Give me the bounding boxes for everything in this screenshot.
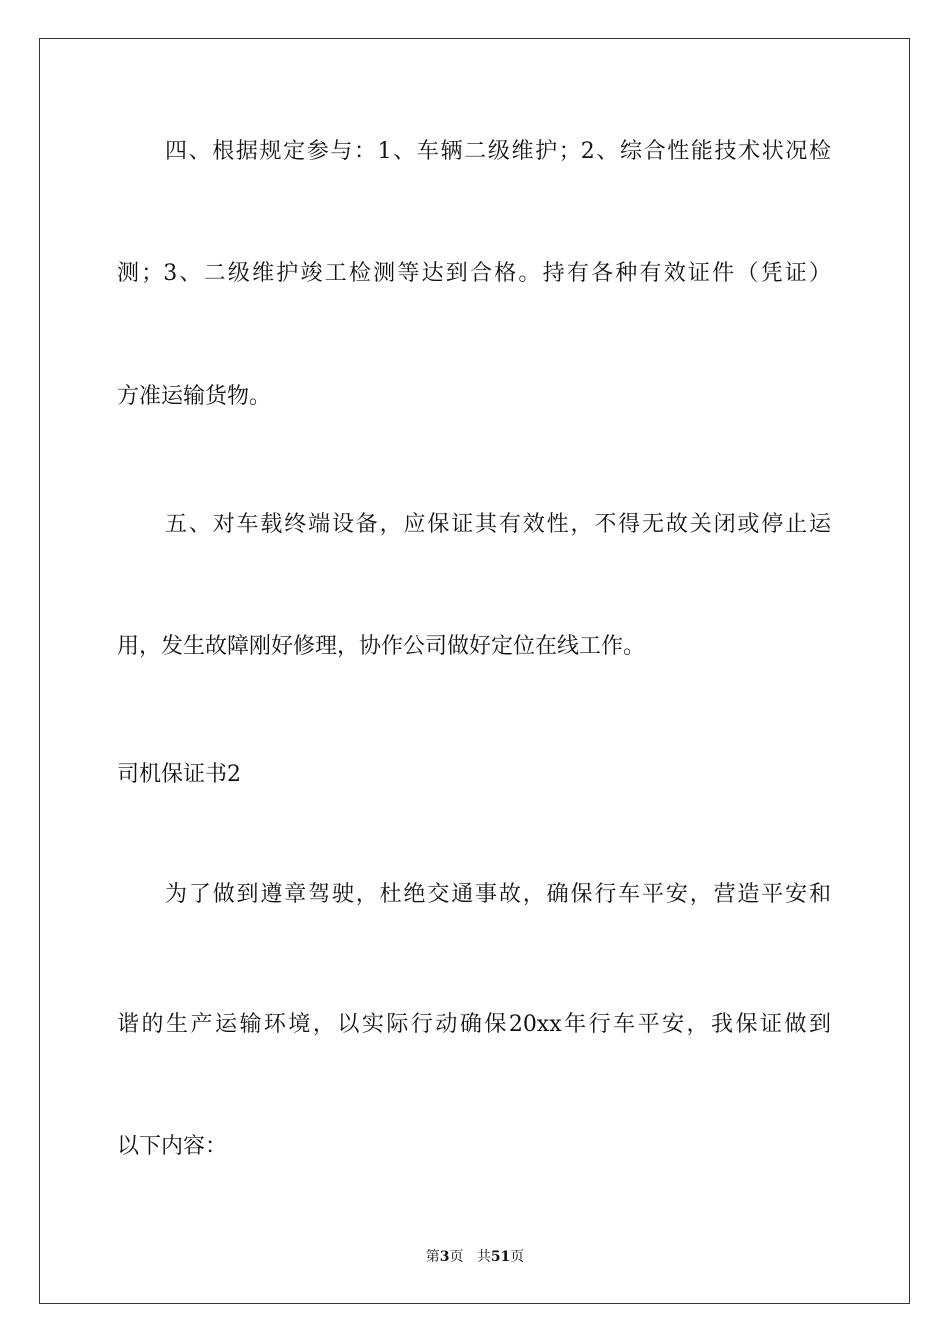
paragraph-line: 谐的生产运输环境，以实际行动确保20xx年行车平安，我保证做到 — [117, 1012, 831, 1037]
paragraph-line: 五、对车载终端设备，应保证其有效性，不得无故关闭或停止运 — [165, 512, 831, 537]
paragraph-line: 为了做到遵章驾驶，杜绝交通事故，确保行车平安，营造平安和 — [165, 882, 831, 907]
page-footer — [0, 1248, 950, 1266]
paragraph-line: 测；3、二级维护竣工检测等达到合格。持有各种有效证件（凭证） — [117, 261, 831, 286]
page-border — [39, 38, 910, 1304]
total-pages: 51 — [490, 1249, 511, 1265]
paragraph-line: 以下内容： — [117, 1134, 228, 1159]
paragraph-line: 用，发生故障刚好修理，协作公司做好定位在线工作。 — [117, 634, 646, 659]
paragraph-line: 方准运输货物。 — [117, 384, 272, 409]
paragraph-line: 四、根据规定参与：1、车辆二级维护；2、综合性能技术状况检 — [165, 139, 831, 164]
page-number: 3 — [439, 1249, 450, 1265]
total-suffix: 页 — [510, 1249, 525, 1265]
total-prefix: 共 — [476, 1249, 491, 1265]
page-prefix: 第 — [425, 1249, 440, 1265]
page-suffix: 页 — [449, 1249, 464, 1265]
section-heading: 司机保证书2 — [117, 762, 241, 787]
